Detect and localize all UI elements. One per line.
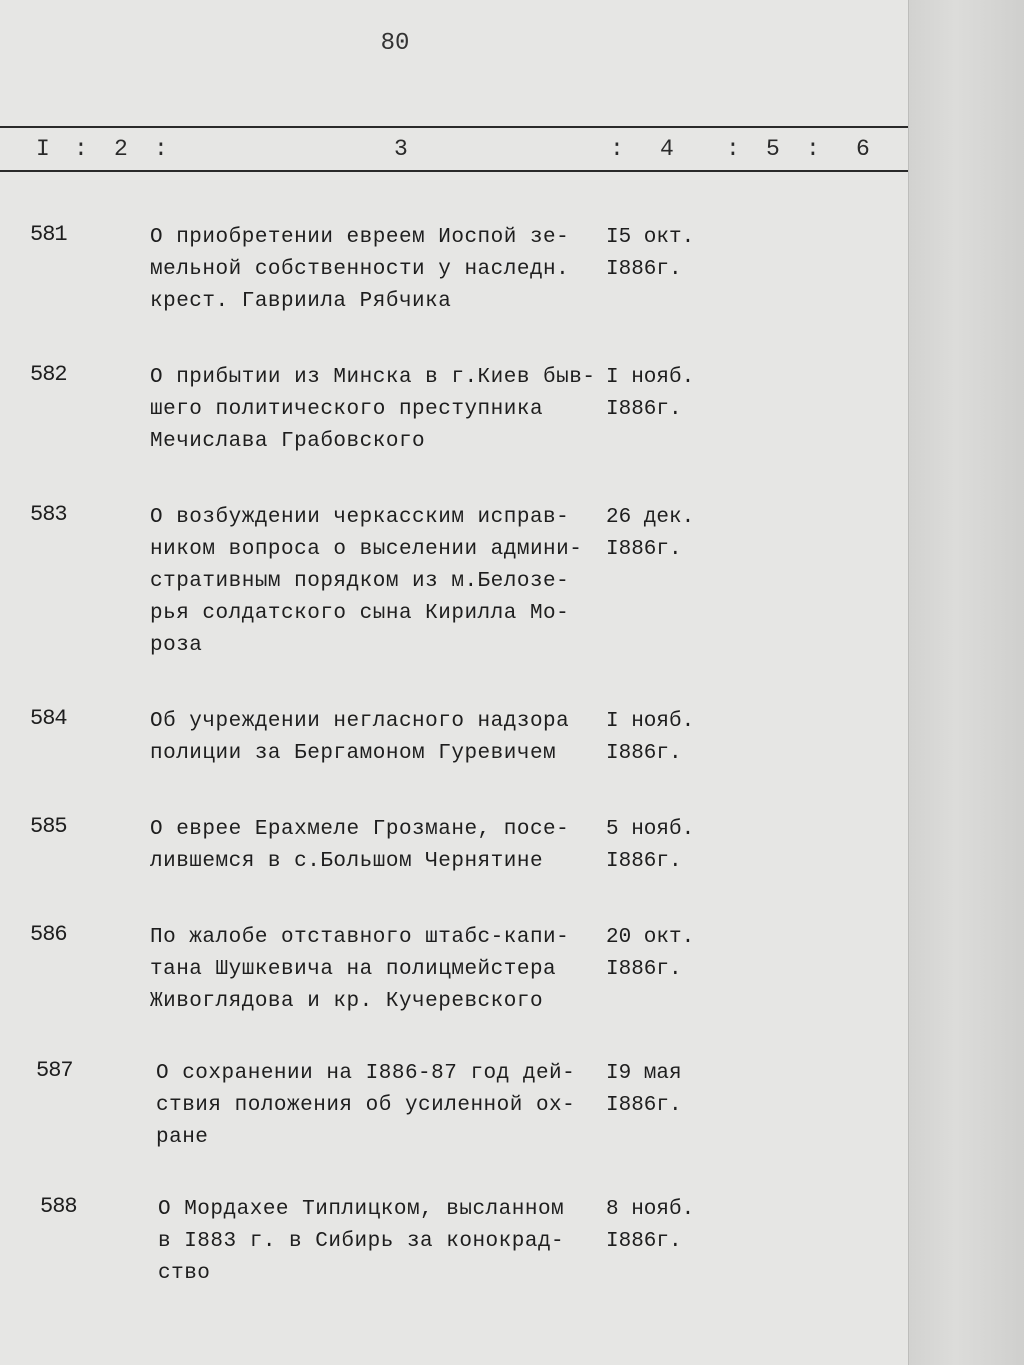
underlying-sheet-edge	[908, 0, 1024, 1365]
date-line: I9 мая	[606, 1062, 682, 1085]
row-number: 588	[40, 1194, 77, 1219]
row-description	[150, 222, 610, 318]
description-line: Мечиcлава Грабовского	[150, 430, 426, 453]
description-line: О еврее Ерахмеле Грозмане, посе-	[150, 818, 570, 841]
date-line: I886г.	[606, 1094, 682, 1117]
column-separator: :	[726, 136, 740, 162]
description-line: О прибытии из Минска в г.Киев быв-	[150, 366, 596, 389]
row-date	[606, 362, 694, 426]
date-line: I5 окт.	[606, 226, 695, 249]
description-line: стративным порядком из м.Белозе-	[150, 570, 570, 593]
column-header-2: 2	[114, 136, 128, 162]
row-number: 586	[30, 922, 67, 947]
row-number: 583	[30, 502, 67, 527]
description-line: Живоглядова и кр. Кучеревского	[150, 990, 544, 1013]
row-number: 581	[30, 222, 67, 247]
date-line: I886г.	[606, 1230, 682, 1253]
date-line: I нояб.	[606, 366, 695, 389]
header-bottom-rule	[0, 170, 908, 172]
column-header-1: I	[36, 136, 50, 162]
row-description	[150, 922, 610, 1018]
date-line: I886г.	[606, 258, 682, 281]
description-line: рья солдатского сына Кирилла Мо-	[150, 602, 570, 625]
description-line: Об учреждении негласного надзора	[150, 710, 570, 733]
column-header-3: 3	[394, 136, 408, 162]
row-date	[606, 1058, 682, 1122]
description-line: ником вопроса о выселении админи-	[150, 538, 583, 561]
column-separator: :	[806, 136, 820, 162]
page-number: 80	[380, 30, 410, 57]
date-line: 5 нояб.	[606, 818, 695, 841]
column-header-4: 4	[660, 136, 674, 162]
column-separator: :	[610, 136, 624, 162]
row-description	[150, 502, 610, 662]
description-line: О Мордахее Типлицком, высланном	[158, 1198, 565, 1221]
column-separator: :	[154, 136, 168, 162]
date-line: I886г.	[606, 958, 682, 981]
row-description	[156, 1058, 616, 1154]
description-line: роза	[150, 634, 203, 657]
row-number: 584	[30, 706, 67, 731]
description-line: ствия положения об усиленной ох-	[156, 1094, 576, 1117]
row-date	[606, 222, 694, 286]
column-header-5: 5	[766, 136, 780, 162]
date-line: I нояб.	[606, 710, 695, 733]
date-line: I886г.	[606, 850, 682, 873]
row-date	[606, 1194, 694, 1258]
row-description	[150, 362, 610, 458]
date-line: I886г.	[606, 742, 682, 765]
description-line: О сохранении на I886-87 год дей-	[156, 1062, 576, 1085]
date-line: I886г.	[606, 398, 682, 421]
description-line: мельной собственности у наследн.	[150, 258, 570, 281]
column-header-6: 6	[856, 136, 870, 162]
header-top-rule	[0, 126, 908, 128]
column-separator: :	[74, 136, 88, 162]
description-line: О приобретении евреем Иоспой зе-	[150, 226, 570, 249]
row-number: 582	[30, 362, 67, 387]
date-line: 26 дек.	[606, 506, 695, 529]
description-line: ране	[156, 1126, 209, 1149]
row-description	[158, 1194, 618, 1290]
date-line: 20 окт.	[606, 926, 695, 949]
date-line: 8 нояб.	[606, 1198, 695, 1221]
description-line: в I883 г. в Сибирь за конокрад-	[158, 1230, 565, 1253]
description-line: крест. Гавриила Рябчика	[150, 290, 452, 313]
row-date	[606, 922, 694, 986]
row-description	[150, 706, 610, 770]
row-date	[606, 706, 694, 770]
row-date	[606, 814, 694, 878]
description-line: шего политического преступника	[150, 398, 544, 421]
description-line: тана Шушкевича на полицмейстера	[150, 958, 557, 981]
description-line: полиции за Бергамоном Гуревичем	[150, 742, 557, 765]
description-line: О возбуждении черкасским исправ-	[150, 506, 570, 529]
row-number: 587	[36, 1058, 73, 1083]
row-number: 585	[30, 814, 67, 839]
description-line: ство	[158, 1262, 211, 1285]
description-line: По жалобе отставного штабс-капи-	[150, 926, 570, 949]
date-line: I886г.	[606, 538, 682, 561]
description-line: лившемся в с.Большом Чернятине	[150, 850, 544, 873]
row-description	[150, 814, 610, 878]
row-date	[606, 502, 694, 566]
